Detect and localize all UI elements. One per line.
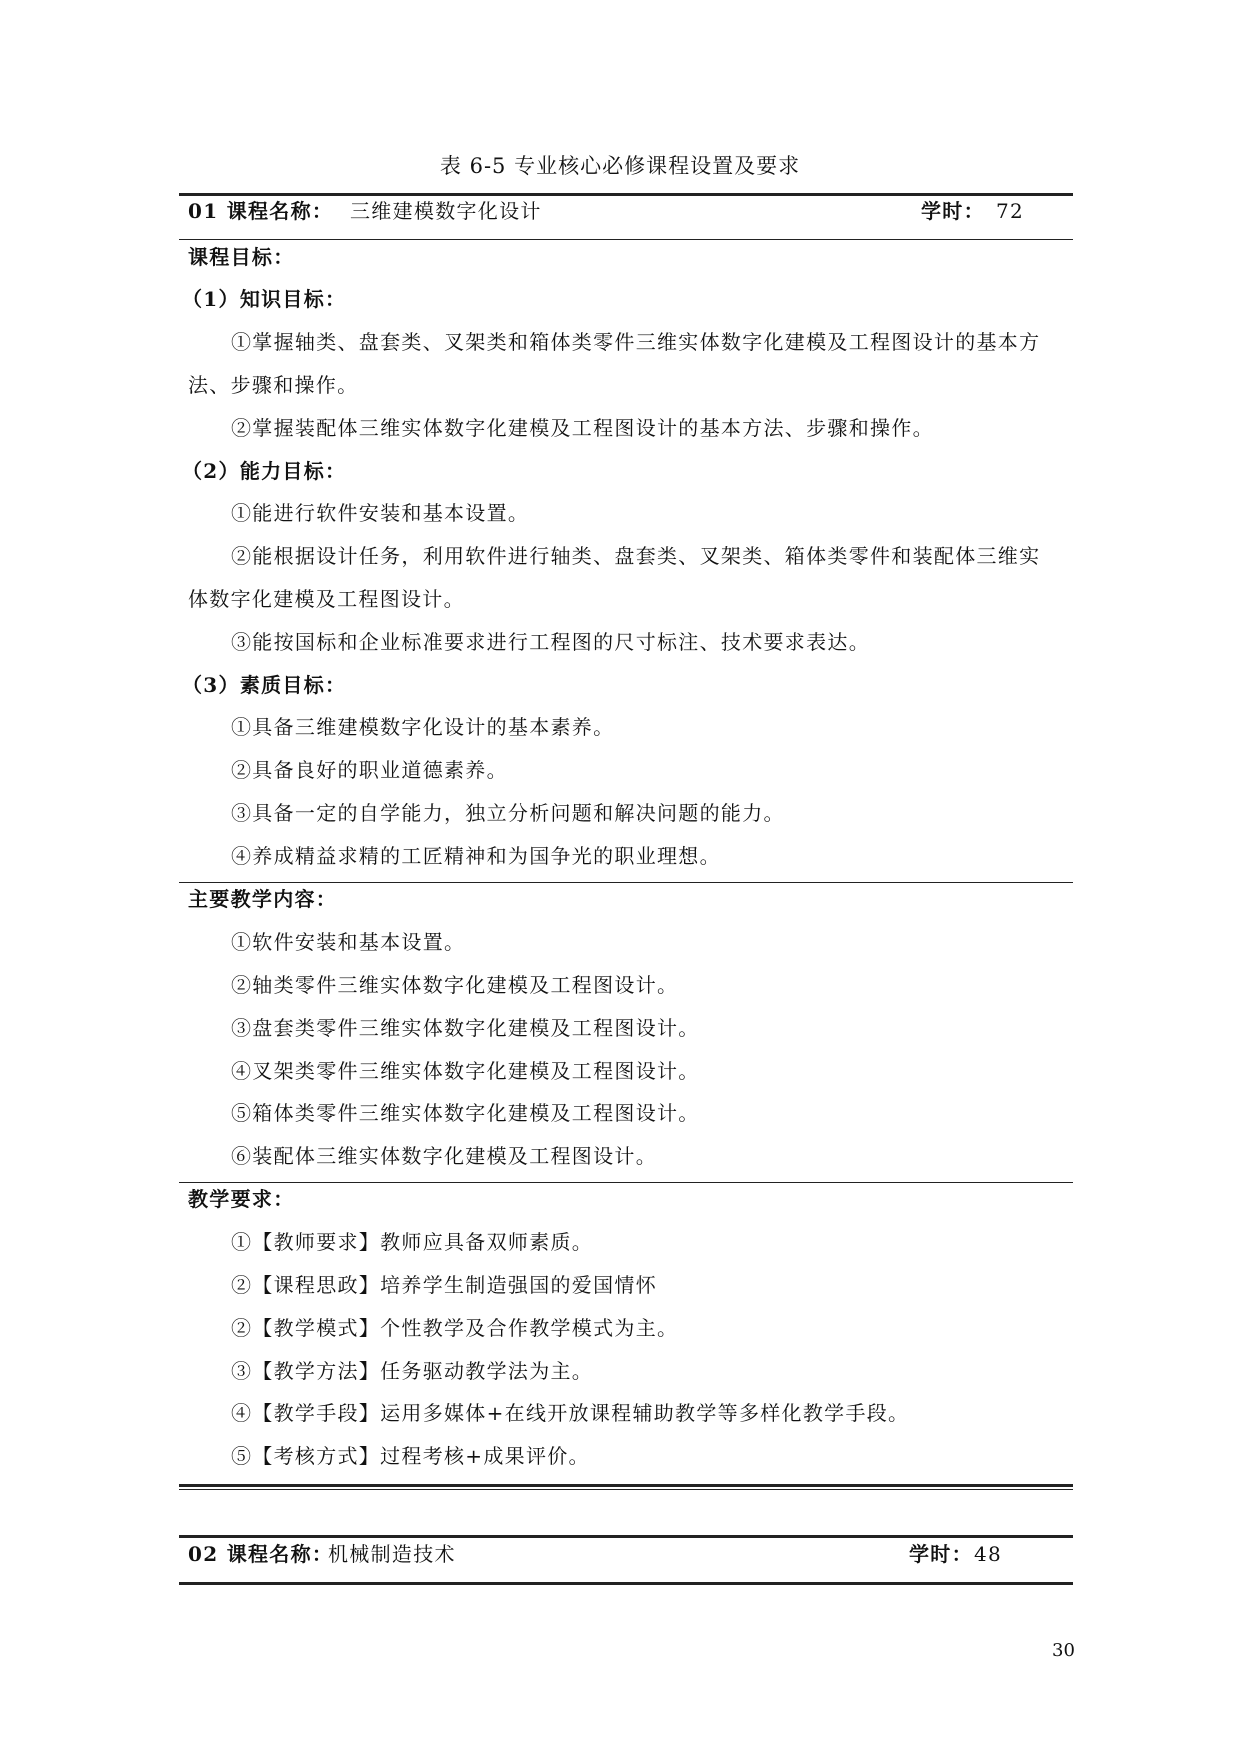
content-heading: 主要教学内容： [188,887,338,911]
quality-item: ①具备三维建模数字化设计的基本素养。 [231,715,615,739]
course1-name: 三维建模数字化设计 [350,199,542,223]
course1-hours: 72 [996,199,1025,223]
content-item: ⑤箱体类零件三维实体数字化建模及工程图设计。 [231,1101,700,1125]
course2-hours-label: 学时： [909,1542,973,1566]
knowledge-item: ①掌握轴类、盘套类、叉架类和箱体类零件三维实体数字化建模及工程图设计的基本方 [231,330,1041,354]
course2-name: 机械制造技术 [328,1542,456,1566]
content-item: ②轴类零件三维实体数字化建模及工程图设计。 [231,973,679,997]
requirements-heading: 教学要求： [188,1187,295,1211]
ability-item: ②能根据设计任务，利用软件进行轴类、盘套类、叉架类、箱体类零件和装配体三维实 [231,544,1041,568]
quality-item: ②具备良好的职业道德素养。 [231,758,508,782]
course1-hours-label: 学时： [921,199,985,223]
requirement-item: ②【教学模式】个性教学及合作教学模式为主。 [231,1316,679,1340]
course2-hours: 48 [974,1542,1003,1566]
table-bottom-rule [179,1484,1073,1487]
row-divider [179,239,1073,240]
ability-item: 体数字化建模及工程图设计。 [188,587,465,611]
requirement-item: ④【教学手段】运用多媒体+在线开放课程辅助教学等多样化教学手段。 [231,1401,910,1425]
requirement-item: ③【教学方法】任务驱动教学法为主。 [231,1359,594,1383]
row-divider [179,882,1073,883]
objectives-heading: 课程目标： [188,245,295,269]
quality-item: ③具备一定的自学能力，独立分析问题和解决问题的能力。 [231,801,785,825]
course2-name-label: 02 课程名称： [188,1542,334,1566]
content-item: ④叉架类零件三维实体数字化建模及工程图设计。 [231,1059,700,1083]
content-item: ①软件安装和基本设置。 [231,930,466,954]
row-divider [179,1182,1073,1183]
requirement-item: ①【教师要求】教师应具备双师素质。 [231,1230,594,1254]
ability-heading: （2）能力目标： [182,459,347,483]
knowledge-heading: （1）知识目标： [182,287,347,311]
ability-item: ③能按国标和企业标准要求进行工程图的尺寸标注、技术要求表达。 [231,630,870,654]
course1-name-label: 01 课程名称： [188,199,334,223]
requirement-item: ⑤【考核方式】过程考核+成果评价。 [231,1444,590,1468]
content-item: ⑥装配体三维实体数字化建模及工程图设计。 [231,1144,657,1168]
content-item: ③盘套类零件三维实体数字化建模及工程图设计。 [231,1016,700,1040]
table2-top-rule [179,1535,1073,1538]
knowledge-item: 法、步骤和操作。 [188,373,359,397]
requirement-item: ②【课程思政】培养学生制造强国的爱国情怀 [231,1273,657,1297]
quality-item: ④养成精益求精的工匠精神和为国争光的职业理想。 [231,844,721,868]
knowledge-item: ②掌握装配体三维实体数字化建模及工程图设计的基本方法、步骤和操作。 [231,416,934,440]
page-number: 30 [1052,1640,1075,1661]
table2-bottom-rule [179,1582,1073,1585]
quality-heading: （3）素质目标： [182,673,347,697]
ability-item: ①能进行软件安装和基本设置。 [231,501,530,525]
table-top-rule [179,193,1073,196]
table-caption: 表 6-5 专业核心必修课程设置及要求 [439,154,801,178]
table-bottom-rule-inner [179,1489,1073,1490]
